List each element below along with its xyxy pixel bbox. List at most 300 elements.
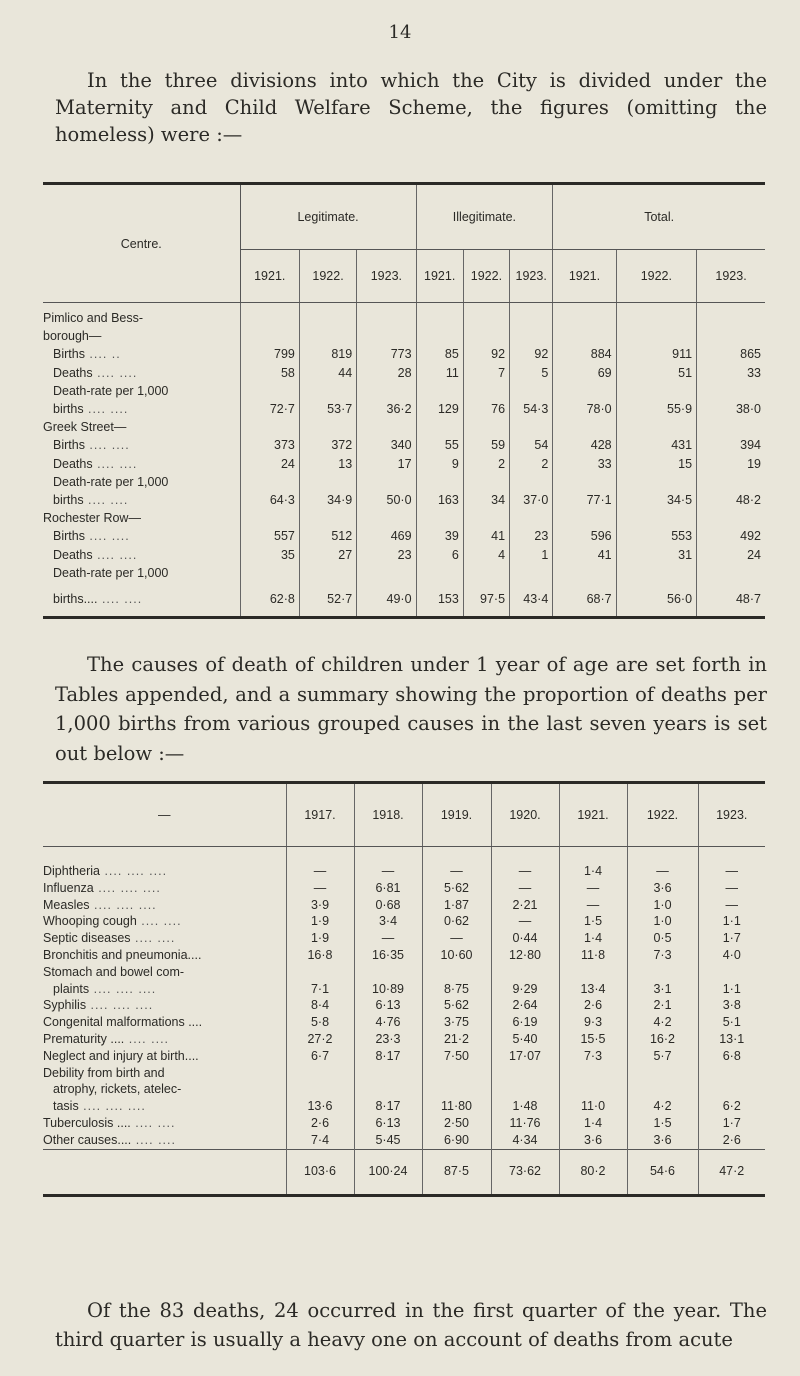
row-label-text: Bronchitis and pneumonia.... (43, 947, 202, 962)
spacer-cell (422, 847, 491, 864)
table-cell: 2 (510, 455, 553, 473)
table-cell: 2·21 (491, 897, 559, 914)
table-row (43, 897, 765, 914)
table-cell: 12·80 (491, 947, 559, 964)
table-cell (354, 1081, 422, 1098)
table-cell: 34·5 (616, 491, 696, 509)
row-label-text: Congenital malformations .... (43, 1015, 203, 1030)
table-cell: 7·3 (627, 947, 698, 964)
table-cell: 431 (616, 436, 696, 454)
leader-dots: .... .... .... (99, 864, 168, 878)
table-cell: 911 (616, 345, 696, 363)
table-cell (286, 1081, 354, 1098)
table-cell (357, 564, 416, 582)
table-cell: 773 (357, 345, 416, 363)
table-cell: 8·17 (354, 1048, 422, 1065)
table-cell: 9 (416, 455, 463, 473)
table-row (43, 546, 765, 564)
table-row (43, 1115, 765, 1132)
table-cell (286, 1065, 354, 1082)
row-label (43, 930, 286, 947)
table-cell: 7·50 (422, 1048, 491, 1065)
table-cell (616, 382, 696, 400)
year-header: 1917. (286, 783, 354, 847)
table-cell: 21·2 (422, 1031, 491, 1048)
row-label-text: Births (53, 529, 85, 544)
row-label-text: Pimlico and Bess- (43, 311, 144, 325)
table-cell (559, 964, 627, 981)
table-cell: 6·81 (354, 880, 422, 897)
leader-dots: .... .... (92, 456, 138, 471)
leader-dots: .... .... (124, 1031, 170, 1046)
table-cell: 11·76 (491, 1115, 559, 1132)
table-cell (416, 509, 463, 527)
table-cell: 64·3 (240, 491, 299, 509)
table-cell (286, 964, 354, 981)
leader-dots: .... .... .... (78, 1099, 146, 1114)
table-cell: 557 (240, 527, 299, 545)
table-cell: 0·68 (354, 897, 422, 914)
leader-dots: .... .... .... (93, 880, 161, 895)
table-cell: 3·6 (627, 880, 698, 897)
table-cell: 6·13 (354, 1115, 422, 1132)
table-cell: 512 (299, 527, 356, 545)
table-cell: 6·13 (354, 997, 422, 1014)
row-label (43, 1031, 286, 1048)
causes-first-header: — (43, 783, 286, 847)
row-label (43, 436, 240, 454)
table-cell (627, 1081, 698, 1098)
table-cell: 33 (747, 365, 761, 380)
table-row (43, 930, 765, 947)
row-label-text: Rochester Row— (43, 511, 141, 526)
row-label-text: Greek Street— (43, 420, 127, 435)
total-cell: 54·6 (627, 1149, 698, 1195)
table-cell: 153 (416, 582, 463, 618)
year-header: 1921. (553, 250, 616, 303)
table-row (43, 418, 765, 436)
table-cell: 24 (747, 547, 761, 562)
row-label-text: Neglect and injury at birth.... (43, 1048, 199, 1063)
table-cell (416, 382, 463, 400)
row-label (43, 527, 240, 545)
table-cell: 0·62 (422, 913, 491, 930)
table-cell: 2·6 (286, 1115, 354, 1132)
table-cell (416, 327, 463, 345)
leader-dots: .... .... (84, 438, 130, 453)
table-cell: 6·2 (722, 1099, 741, 1114)
table-cell (553, 327, 616, 345)
centre-header: Centre. (43, 184, 240, 303)
table-cell: 97·5 (463, 582, 509, 618)
table-cell (416, 564, 463, 582)
table-cell (697, 382, 765, 400)
table-cell: 55 (416, 436, 463, 454)
table-cell: 11 (416, 364, 463, 382)
table-row (43, 436, 765, 454)
table-cell: 28 (357, 364, 416, 382)
row-label-text: Syphilis (43, 998, 87, 1013)
row-label-text: Death-rate per 1,000 (53, 565, 169, 580)
row-label (43, 546, 240, 564)
table-cell (463, 382, 509, 400)
row-label-text: Deaths (53, 365, 93, 380)
total-cell: 87·5 (422, 1149, 491, 1195)
row-label (43, 1115, 286, 1132)
table-cell: 3·6 (627, 1132, 698, 1149)
table-cell: 5·62 (422, 880, 491, 897)
table-cell: 1·9 (286, 930, 354, 947)
table-cell: 4·2 (627, 1098, 698, 1115)
row-label (43, 997, 286, 1014)
table-cell (416, 418, 463, 436)
table-cell: — (491, 880, 559, 897)
table-row (43, 981, 765, 998)
table-cell: 0·5 (627, 930, 698, 947)
table-cell: — (559, 880, 627, 897)
table-cell: 72·7 (240, 400, 299, 418)
causes-paragraph: The causes of death of children under 1 year of age are set forth in Tables appended, and a summary showing the proportion of deaths per 1,000 births from various grouped causes in the last seven years is set out below :— (55, 653, 767, 765)
table-cell (553, 303, 616, 328)
table-row (43, 880, 765, 897)
table-cell: 10·60 (422, 947, 491, 964)
table-cell: 10·89 (354, 981, 422, 998)
row-label (43, 880, 286, 897)
table-cell: 15·5 (559, 1031, 627, 1048)
closing-paragraph: Of the 83 deaths, 24 occurred in the first quarter of the year. The third quarter is usually a heavy one on account of deaths from acute (55, 1299, 767, 1351)
row-label (43, 1132, 286, 1149)
table-cell: — (354, 930, 422, 947)
row-label (43, 400, 240, 418)
table-cell (357, 303, 416, 328)
table-cell: 9·29 (491, 981, 559, 998)
spacer-cell (698, 847, 765, 864)
table-cell (416, 303, 463, 328)
table-cell: 76 (463, 400, 509, 418)
table-cell (357, 509, 416, 527)
table-cell: 92 (510, 345, 553, 363)
row-label (43, 1081, 286, 1098)
table-cell: 3·1 (627, 981, 698, 998)
year-header: 1919. (422, 783, 491, 847)
table-cell: 4·34 (491, 1132, 559, 1149)
table-cell (299, 564, 356, 582)
table-cell (299, 418, 356, 436)
row-label (43, 913, 286, 930)
table-cell (354, 1065, 422, 1082)
table-cell: 7·1 (286, 981, 354, 998)
table-row (43, 382, 765, 400)
row-label (43, 455, 240, 473)
leader-dots: .... .... .... (89, 897, 157, 912)
table-cell (240, 564, 299, 582)
table-cell: 51 (616, 364, 696, 382)
table-cell: 6·90 (422, 1132, 491, 1149)
table-row (43, 582, 765, 618)
table-row (43, 1132, 765, 1149)
table-cell (553, 418, 616, 436)
table-cell: 884 (553, 345, 616, 363)
leader-dots: .... .. (84, 347, 121, 362)
table-cell (416, 473, 463, 491)
table-cell: 37·0 (510, 491, 553, 509)
spacer-row (43, 847, 765, 864)
table-cell: 43·4 (510, 582, 553, 618)
row-label-text: Tuberculosis .... (43, 1115, 131, 1130)
table-cell: — (725, 864, 738, 878)
table-cell: 865 (740, 347, 761, 362)
table-cell: 38·0 (735, 402, 761, 417)
table-cell: 39 (416, 527, 463, 545)
table-cell: 44 (299, 364, 356, 382)
table-cell (627, 1065, 698, 1082)
leader-dots: .... .... (130, 1115, 176, 1130)
table-cell (240, 382, 299, 400)
table-cell: 3·75 (422, 1014, 491, 1031)
table-cell: 41 (463, 527, 509, 545)
table-cell: 0·44 (491, 930, 559, 947)
table-cell: 33 (553, 455, 616, 473)
row-label (43, 382, 240, 400)
table-cell (463, 564, 509, 582)
table-cell (463, 303, 509, 328)
table-cell (240, 327, 299, 345)
row-label-text: Births (53, 347, 85, 362)
table-cell: 77·1 (553, 491, 616, 509)
table-cell (354, 964, 422, 981)
table-row (43, 364, 765, 382)
table-cell: 1·4 (559, 930, 627, 947)
totals-label (43, 1149, 286, 1195)
table-row (43, 564, 765, 582)
row-label-text: Deaths (53, 547, 93, 562)
table-row (43, 863, 765, 880)
table-cell: 27 (299, 546, 356, 564)
table-cell (422, 1081, 491, 1098)
year-header: 1922. (299, 250, 356, 303)
row-label (43, 364, 240, 382)
table-cell: 49·0 (357, 582, 416, 618)
table-cell (299, 509, 356, 527)
table-cell: 8·75 (422, 981, 491, 998)
table-cell (559, 1081, 627, 1098)
table-cell (616, 303, 696, 328)
row-label (43, 863, 286, 880)
table-row (43, 345, 765, 363)
row-label-text: tasis (53, 1099, 79, 1114)
leader-dots: .... .... (92, 547, 138, 562)
table-cell: — (627, 863, 698, 880)
table-cell: 5·62 (422, 997, 491, 1014)
table-cell: 1·7 (722, 931, 741, 946)
leader-dots: .... .... (84, 529, 130, 544)
table-row (43, 400, 765, 418)
row-label (43, 509, 240, 527)
table-row (43, 1031, 765, 1048)
table-cell: 5 (510, 364, 553, 382)
leader-dots: .... .... .... (89, 981, 157, 996)
table-cell: 19 (747, 456, 761, 471)
row-label-text: Debility from birth and (43, 1065, 165, 1080)
table-cell (240, 473, 299, 491)
leader-dots: .... .... (136, 914, 182, 929)
row-label-text: borough— (43, 329, 102, 344)
table-cell: 52·7 (299, 582, 356, 618)
table-cell (553, 564, 616, 582)
table-cell: 2·1 (627, 997, 698, 1014)
total-cell: 100·24 (354, 1149, 422, 1195)
table-cell (697, 473, 765, 491)
table-cell: 9·3 (559, 1014, 627, 1031)
table-cell: 58 (240, 364, 299, 382)
table-cell (357, 327, 416, 345)
table-cell: 819 (299, 345, 356, 363)
table-cell: 4 (463, 546, 509, 564)
table-cell: 41 (553, 546, 616, 564)
year-header: 1922. (463, 250, 509, 303)
table-cell: 16·2 (627, 1031, 698, 1048)
table-cell: 34·9 (299, 491, 356, 509)
group-header-illegitimate: Illegitimate. (416, 184, 553, 250)
table-cell: — (354, 863, 422, 880)
table-cell (627, 964, 698, 981)
table-cell (510, 303, 553, 328)
row-label-text: births (53, 402, 84, 417)
table-cell (698, 964, 765, 981)
table-cell: 3·6 (559, 1132, 627, 1149)
table-cell: 1·7 (722, 1115, 741, 1130)
total-cell: 73·62 (491, 1149, 559, 1195)
table-cell: 3·9 (286, 897, 354, 914)
table-cell (463, 473, 509, 491)
spacer-cell (286, 847, 354, 864)
table-cell (491, 1065, 559, 1082)
table-cell: 372 (299, 436, 356, 454)
table-cell (553, 382, 616, 400)
table-cell: 68·7 (553, 582, 616, 618)
table-cell: 56·0 (616, 582, 696, 618)
year-header: 1922. (616, 250, 696, 303)
table-cell: 6·19 (491, 1014, 559, 1031)
table-row (43, 1048, 765, 1065)
year-header: 1923. (698, 783, 765, 847)
table-cell: 7·3 (559, 1048, 627, 1065)
table-cell: 3·8 (722, 998, 741, 1013)
table-cell (240, 418, 299, 436)
table-cell: 3·4 (354, 913, 422, 930)
table-cell (697, 418, 765, 436)
table-cell: 13·4 (559, 981, 627, 998)
centre-statistics-table (43, 182, 765, 619)
row-label (43, 491, 240, 509)
row-label (43, 1048, 286, 1065)
row-label-text: Measles (43, 897, 90, 912)
table-cell: 5·40 (491, 1031, 559, 1048)
row-label-text: atrophy, rickets, atelec- (53, 1082, 182, 1097)
table-cell: 1·1 (722, 981, 741, 996)
table-cell: 13·6 (286, 1098, 354, 1115)
table-cell (463, 509, 509, 527)
leader-dots: .... .... (130, 931, 176, 946)
table-cell: 23 (357, 546, 416, 564)
table-cell (697, 327, 765, 345)
table-cell: 11·80 (422, 1098, 491, 1115)
table-cell: 2 (463, 455, 509, 473)
table-cell: 8·4 (286, 997, 354, 1014)
table-row (43, 947, 765, 964)
total-cell: 80·2 (559, 1149, 627, 1195)
table-cell: 553 (616, 527, 696, 545)
table-cell: 69 (553, 364, 616, 382)
table-cell (553, 509, 616, 527)
year-header: 1921. (559, 783, 627, 847)
table-cell: 16·35 (354, 947, 422, 964)
leader-dots: .... .... .... (86, 998, 154, 1013)
table-cell: 35 (240, 546, 299, 564)
table-cell: — (422, 930, 491, 947)
table-cell (553, 473, 616, 491)
table-cell (299, 303, 356, 328)
table-cell: 55·9 (616, 400, 696, 418)
table-cell: 54 (510, 436, 553, 454)
year-header: 1923. (510, 250, 553, 303)
table-cell: 85 (416, 345, 463, 363)
table-cell (491, 964, 559, 981)
table-cell: 34 (463, 491, 509, 509)
table-cell: 1·1 (722, 914, 741, 929)
row-label (43, 897, 286, 914)
totals-row (43, 1149, 765, 1195)
leader-dots: .... .... (83, 402, 129, 417)
row-label-text: Death-rate per 1,000 (53, 474, 169, 489)
table-cell: 5·8 (286, 1014, 354, 1031)
table-cell: — (725, 880, 738, 895)
row-label-text: births.... (53, 591, 98, 606)
table-cell: 1·48 (491, 1098, 559, 1115)
table-row (43, 455, 765, 473)
row-label-text: Diphtheria (43, 864, 100, 878)
row-label (43, 327, 240, 345)
table-cell: 54·3 (510, 400, 553, 418)
table-cell: 1·4 (559, 1115, 627, 1132)
spacer-cell (354, 847, 422, 864)
table-row (43, 1065, 765, 1082)
table-row (43, 913, 765, 930)
row-label (43, 1014, 286, 1031)
spacer-cell (491, 847, 559, 864)
table-cell (616, 473, 696, 491)
leader-dots: .... .... (97, 591, 143, 606)
table-cell (616, 509, 696, 527)
table-row (43, 527, 765, 545)
intro-paragraph: In the three divisions into which the City is divided under the Maternity and Child Welfare Scheme, the figures (omitting the homeless) were :— (55, 69, 767, 146)
table-cell (240, 509, 299, 527)
table-cell: 373 (240, 436, 299, 454)
group-header-legitimate: Legitimate. (240, 184, 416, 250)
table-row (43, 303, 765, 328)
table-cell: 7·4 (286, 1132, 354, 1149)
table-cell (299, 473, 356, 491)
table-cell (510, 382, 553, 400)
causes-of-death-table (43, 781, 765, 1197)
row-label-text: Deaths (53, 456, 93, 471)
table-cell: 48·7 (735, 591, 761, 606)
table-cell: 31 (616, 546, 696, 564)
table-cell: — (286, 880, 354, 897)
table-cell (510, 564, 553, 582)
table-row (43, 473, 765, 491)
table-cell (299, 327, 356, 345)
